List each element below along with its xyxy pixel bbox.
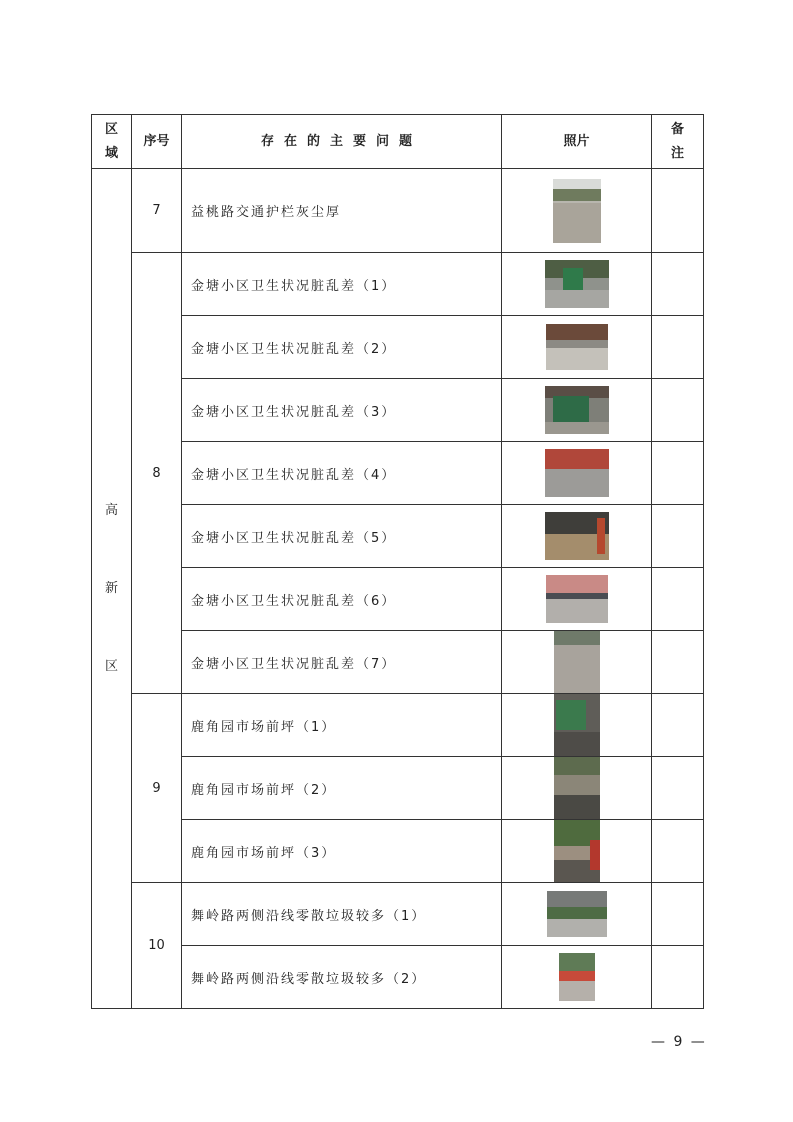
issue-cell: 鹿角园市场前坪（3） (182, 820, 502, 883)
photo-thumbnail (545, 386, 609, 434)
photo-cell (502, 631, 652, 694)
table-row (92, 568, 704, 631)
photo-thumbnail (546, 575, 608, 623)
issue-cell: 金塘小区卫生状况脏乱差（4） (182, 442, 502, 505)
remark-cell (652, 316, 704, 379)
photo-thumbnail (553, 179, 601, 243)
issue-cell: 金塘小区卫生状况脏乱差（6） (182, 568, 502, 631)
photo-cell (502, 757, 652, 820)
photo-cell (502, 568, 652, 631)
photo-thumbnail (554, 757, 600, 819)
table-row (92, 694, 704, 757)
remark-cell (652, 820, 704, 883)
photo-thumbnail (545, 512, 609, 560)
page-number: — 9 — (651, 1034, 707, 1050)
header-issue: 存在的主要问题 (182, 115, 502, 169)
photo-thumbnail (545, 260, 609, 308)
table-row (92, 505, 704, 568)
header-row (92, 115, 704, 169)
photo-cell (502, 253, 652, 316)
remark-cell (652, 442, 704, 505)
remark-cell (652, 694, 704, 757)
table-row (92, 820, 704, 883)
photo-cell (502, 442, 652, 505)
seq-cell: 8 (132, 253, 182, 694)
header-remark: 备 注 (652, 115, 704, 169)
photo-thumbnail (559, 953, 595, 1001)
table-row (92, 883, 704, 946)
header-photo: 照片 (502, 115, 652, 169)
issue-cell: 舞岭路两侧沿线零散垃圾较多（1） (182, 883, 502, 946)
remark-cell (652, 505, 704, 568)
photo-cell (502, 946, 652, 1009)
table-row (92, 757, 704, 820)
remark-cell (652, 757, 704, 820)
issue-cell: 金塘小区卫生状况脏乱差（3） (182, 379, 502, 442)
issue-cell: 金塘小区卫生状况脏乱差（7） (182, 631, 502, 694)
issues-table (91, 114, 704, 1009)
table-row (92, 316, 704, 379)
photo-cell (502, 694, 652, 757)
region-cell: 高 新 区 (92, 169, 132, 1009)
table-row (92, 169, 704, 253)
seq-cell: 7 (132, 169, 182, 253)
photo-thumbnail (554, 694, 600, 756)
photo-thumbnail (546, 324, 608, 370)
table-row (92, 442, 704, 505)
photo-thumbnail (545, 449, 609, 497)
remark-cell (652, 568, 704, 631)
seq-cell: 9 (132, 694, 182, 883)
issue-cell: 金塘小区卫生状况脏乱差（5） (182, 505, 502, 568)
photo-cell (502, 169, 652, 253)
table-row (92, 946, 704, 1009)
photo-cell (502, 505, 652, 568)
table-row (92, 631, 704, 694)
photo-cell (502, 316, 652, 379)
photo-cell (502, 820, 652, 883)
remark-cell (652, 946, 704, 1009)
remark-cell (652, 631, 704, 694)
remark-cell (652, 169, 704, 253)
photo-thumbnail (547, 891, 607, 937)
issue-cell: 鹿角园市场前坪（2） (182, 757, 502, 820)
photo-cell (502, 379, 652, 442)
issue-cell: 鹿角园市场前坪（1） (182, 694, 502, 757)
remark-cell (652, 379, 704, 442)
seq-cell: 10 (132, 883, 182, 1009)
issue-cell: 金塘小区卫生状况脏乱差（1） (182, 253, 502, 316)
photo-thumbnail (554, 631, 600, 693)
photo-cell (502, 883, 652, 946)
remark-cell (652, 253, 704, 316)
issue-cell: 金塘小区卫生状况脏乱差（2） (182, 316, 502, 379)
remark-cell (652, 883, 704, 946)
issue-cell: 舞岭路两侧沿线零散垃圾较多（2） (182, 946, 502, 1009)
photo-thumbnail (554, 820, 600, 882)
header-seq: 序号 (132, 115, 182, 169)
issue-cell: 益桃路交通护栏灰尘厚 (182, 169, 502, 253)
table-row (92, 253, 704, 316)
table-row (92, 379, 704, 442)
header-region: 区 域 (92, 115, 132, 169)
